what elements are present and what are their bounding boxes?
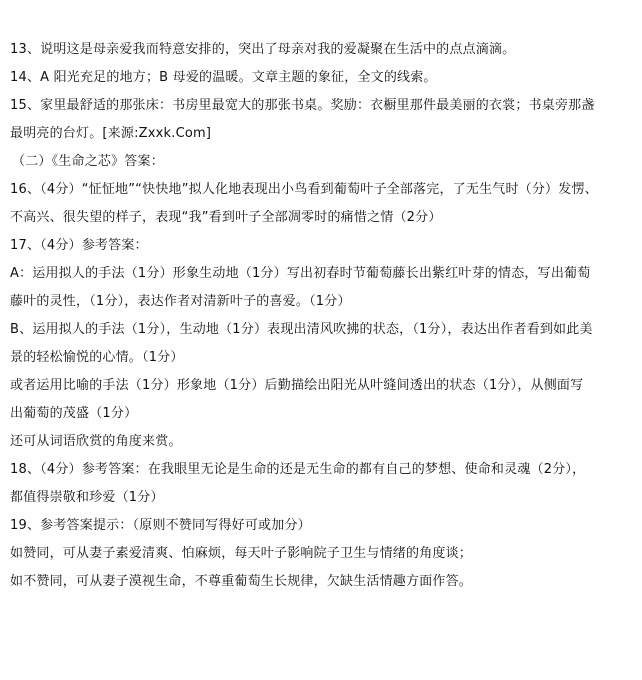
answer-line-15-cont: 最明亮的台灯。[来源:Zxxk.Com] xyxy=(10,126,212,141)
answer-line-13: 13、说明这是母亲爱我而特意安排的，突出了母亲对我的爱凝聚在生活中的点点滴滴。 xyxy=(10,42,516,57)
section-heading: （二）《生命之芯》答案： xyxy=(12,154,164,169)
answer-line-17-alt-cont: 出葡萄的茂盛（1分） xyxy=(10,406,138,421)
answer-line-17-b: B、运用拟人的手法（1分），生动地（1分）表现出清风吹拂的状态，（1分），表达出作者看到如此美 xyxy=(10,322,593,337)
answer-line-15: 15、家里最舒适的那张床：书房里最宽大的那张书桌。奖励：衣橱里那件最美丽的衣裳；书桌旁那盏 xyxy=(10,98,595,113)
answer-line-17: 17、（4分）参考答案： xyxy=(10,238,148,253)
answer-line-16: 16、（4分）“怔怔地”“快快地”拟人化地表现出小鸟看到葡萄叶子全部落完，了无生气时（分）发愣、 xyxy=(10,182,598,197)
answer-line-19: 19、参考答案提示：（原则不赞同写得好可或加分） xyxy=(10,518,311,533)
answer-line-17-b-cont: 景的轻松愉悦的心情。（1分） xyxy=(10,350,184,365)
answer-line-16-cont: 不高兴、很失望的样子，表现“我”看到叶子全部凋零时的痛惜之情（2分） xyxy=(10,210,442,225)
answer-line-17-note: 还可从词语欣赏的角度来赏。 xyxy=(10,434,182,449)
answer-line-17-a: A：运用拟人的手法（1分）形象生动地（1分）写出初春时节葡萄藤长出紫红叶芽的情态，写出葡萄 xyxy=(10,266,591,281)
answer-line-17-alt: 或者运用比喻的手法（1分）形象地（1分）后勤描绘出阳光从叶缝间透出的状态（1分），从侧面写 xyxy=(10,378,584,393)
answer-line-18: 18、（4分）参考答案：在我眼里无论是生命的还是无生命的都有自己的梦想、使命和灵魂（2分）， xyxy=(10,462,586,477)
answer-line-14: 14、A 阳光充足的地方；B 母爱的温暖。文章主题的象征，全文的线索。 xyxy=(10,70,437,85)
answer-line-19-disagree: 如不赞同，可从妻子漠视生命，不尊重葡萄生长规律，欠缺生活情趣方面作答。 xyxy=(10,574,473,589)
answer-line-18-cont: 都值得崇敬和珍爱（1分） xyxy=(10,490,164,505)
answer-line-19-agree: 如赞同，可从妻子素爱清爽、怕麻烦，每天叶子影响院子卫生与情绪的角度谈； xyxy=(10,546,473,561)
answer-line-17-a-cont: 藤叶的灵性，（1分），表达作者对清新叶子的喜爱。（1分） xyxy=(10,294,351,309)
